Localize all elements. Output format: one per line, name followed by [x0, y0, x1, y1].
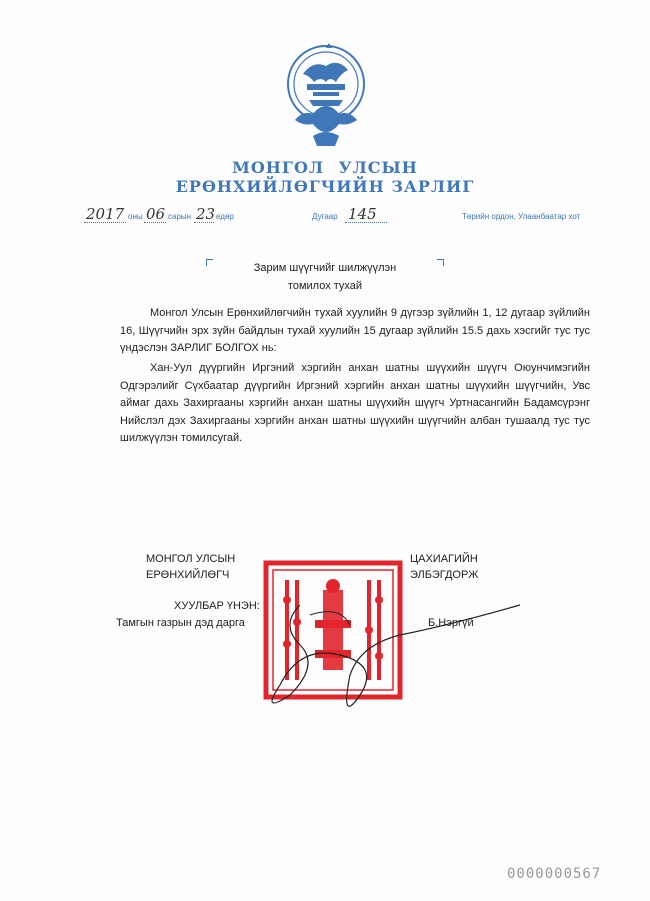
body-paragraph-1: Монгол Улсын Ерөнхийлөгчийн тухай хуулийн 9 дүгээр зүйлийн 1, 12 дугаар зүйлийн 16, Шүүгчийн эрх зүйн байдлын тухай хуулийн 15 дугаар зүйлийн 15.5 дахь хэсгийг тус тус үндэслэн ЗАРЛИГ БОЛГОХ нь:	[120, 307, 590, 354]
header-line-1: МОНГОЛ УЛСЫН	[232, 158, 418, 177]
year-underline	[84, 222, 126, 223]
state-emblem-icon	[283, 42, 369, 154]
place-text: Төрийн ордон, Улаанбаатар хот	[462, 212, 581, 221]
certify-label: ХУУЛБАР ҮНЭН:	[174, 600, 260, 612]
handwritten-number: 145	[348, 205, 377, 223]
handwritten-day: 23	[196, 205, 216, 223]
day-underline	[194, 222, 214, 223]
day-label: едөр	[216, 212, 234, 221]
certifier-title: Тамгын газрын дэд дарга	[116, 617, 245, 629]
certifier-name: Б.Нэргүй	[428, 617, 474, 629]
header-line-2: ЕРӨНХИЙЛӨГЧИЙН ЗАРЛИГ	[175, 177, 475, 196]
president-title-line-2: ЕРӨНХИЙЛӨГЧ	[146, 569, 230, 581]
president-name-line-2: ЭЛБЭГДОРЖ	[410, 569, 479, 581]
month-underline	[144, 222, 166, 223]
number-label: Дугаар	[312, 212, 338, 221]
handwritten-year: 2017	[86, 205, 125, 223]
number-underline	[345, 222, 387, 223]
president-title-line-1: МОНГОЛ УЛСЫН	[146, 553, 236, 565]
handwritten-signature-icon	[220, 575, 540, 715]
handwritten-month: 06	[146, 205, 166, 223]
president-name-line-1: ЦАХИАГИЙН	[410, 553, 478, 565]
title-line-1: Зарим шүүгчийг шилжүүлэн	[253, 262, 397, 274]
month-label: сарын	[168, 212, 192, 221]
serial-number: 0000000567	[507, 866, 602, 882]
year-label: оны	[128, 212, 143, 221]
body-paragraph-2: Хан-Уул дүүргийн Иргэний хэргийн анхан шатны шүүхийн шүүгч Оюунчимэгийн Одгэрэлийг Сүхбаатар дүүргийн Иргэний хэргийн анхан шатны шүүхийн шүүгчийн, Увс аймаг дахь Захиргааны хэргийн анхан шатны шүүхийн шүүгч Уртнасангийн Бадамсүрэнг Нийслэл дэх Захиргааны хэргийн анхан шатны шүүхийн шүүгчийн албан тушаалд тус тус шилжүүлэн томилсугай.	[120, 362, 590, 444]
title-line-2: томилох тухай	[287, 280, 363, 292]
